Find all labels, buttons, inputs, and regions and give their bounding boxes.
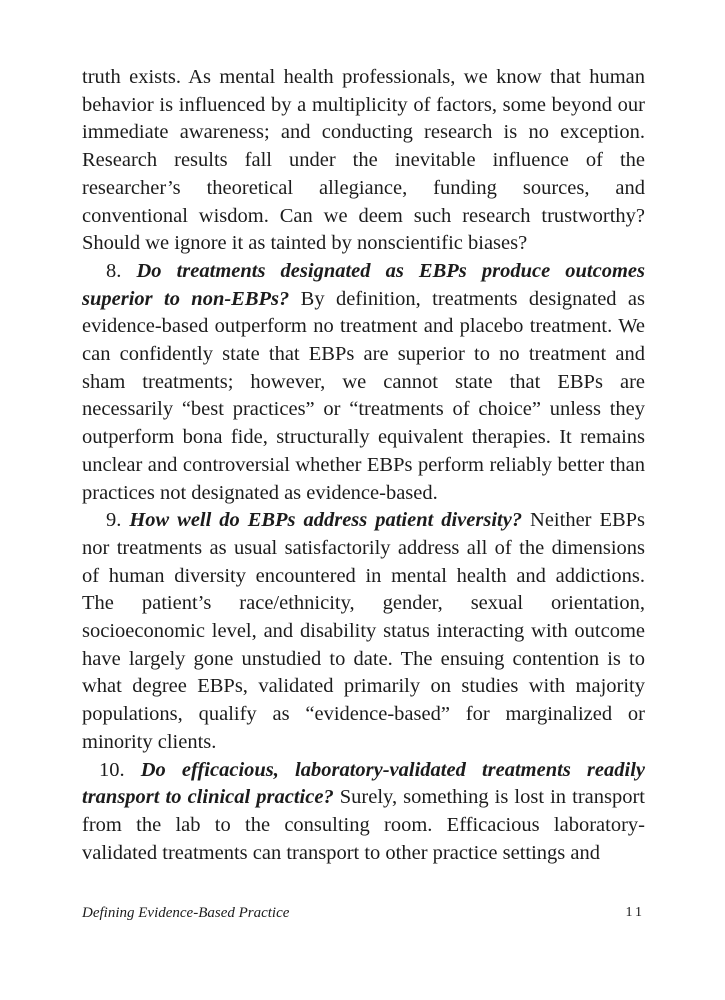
item-question: Do treatments designated as EBPs produce outcomes superior to non-EBPs? — [82, 259, 645, 310]
list-item-9 — [82, 507, 645, 756]
item-text: Surely, something is lost in transport from the lab to the consulting room. Efficacious laboratory-validated treatments can transport to other practice settings and — [82, 786, 646, 864]
item-text: Neither EBPs nor treatments as usual satisfactorily address all of the dimensions of human diversity encountered in mental health and addictions. The patient’s race/ethnicity, gender, sexual orientation, socioeconomic level, and disability status interacting with outcome have largely gone unstudied to date. The ensuing contention is to what degree EBPs, validated primarily on studies with majority populations, qualify as “evidence-based” for marginalized or minority clients. — [82, 509, 646, 753]
page-number: 11 — [625, 905, 645, 920]
item-number: 10. — [99, 758, 125, 781]
item-question: Do efficacious, laboratory-validated treatments readily transport to clinical practice? — [82, 758, 645, 809]
item-number: 9. — [106, 509, 122, 532]
body-text — [82, 64, 645, 867]
running-title: Defining Evidence-Based Practice — [82, 905, 290, 921]
page-footer — [82, 905, 645, 929]
paragraph-continuation — [82, 64, 645, 258]
item-number: 8. — [106, 259, 122, 282]
list-item-10 — [82, 757, 645, 868]
paragraph-text: truth exists. As mental health professionals, we know that human behavior is influenced by a multiplicity of factors, some beyond our immediate awareness; and conducting research is no exception. Research results fall under the inevitable influence of the researcher’s theoretical allegiance, funding sources, and conventional wisdom. Can we deem such research trustworthy? Should we ignore it as tainted by nonscientific biases? — [82, 66, 645, 255]
item-text: By definition, treatments designated as evidence-based outperform no treatment and placebo treatment. We can confidently state that EBPs are superior to no treatment and sham treatments; however, we cannot state that EBPs are necessarily “best practices” or “treatments of choice” unless they outperform bona fide, structurally equivalent therapies. It remains unclear and controversial whether EBPs perform reliably better than practices not designated as evidence-based. — [82, 287, 645, 504]
list-item-8 — [82, 258, 645, 507]
item-question: How well do EBPs address patient diversity? — [129, 509, 523, 532]
